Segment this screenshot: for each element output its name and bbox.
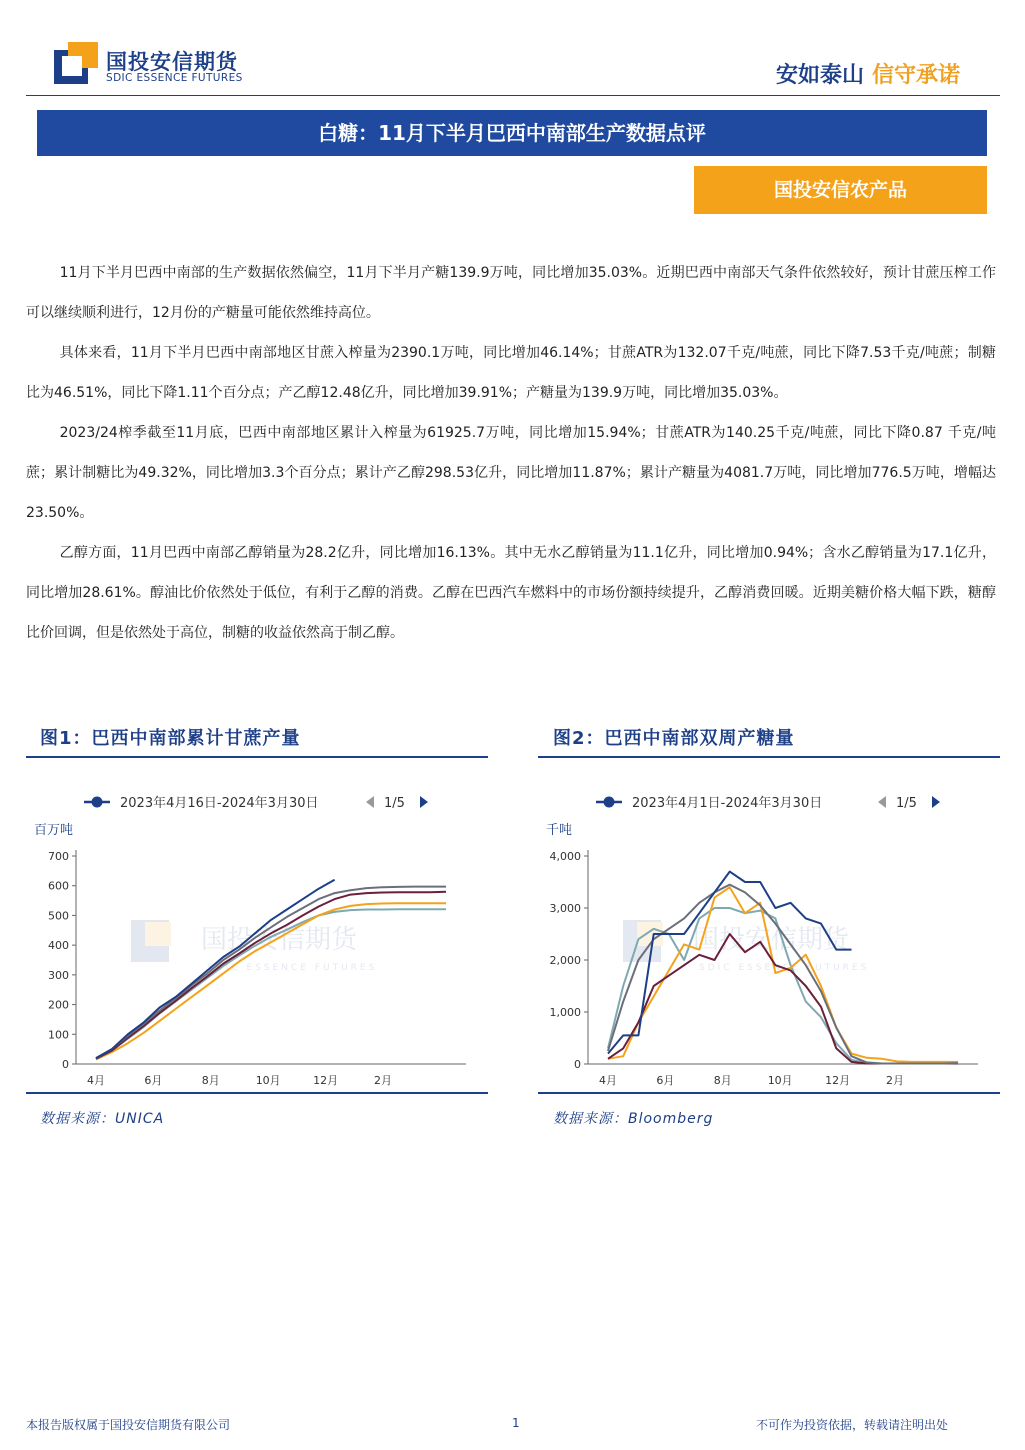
y-tick-label: 200: [48, 998, 69, 1012]
y-axis-unit: 千吨: [546, 823, 573, 838]
y-tick-label: 2,000: [549, 954, 581, 967]
x-tick-label: 10月: [255, 1074, 281, 1087]
series-line-3: [96, 892, 446, 1059]
legend-marker: [604, 797, 615, 808]
x-tick-label: 10月: [767, 1074, 793, 1087]
watermark-text-en: SDIC ESSENCE FUTURES: [207, 963, 378, 973]
paragraph: 2023/24榨季截至11月底，巴西中南部地区累计入榨量为61925.7万吨，同比增加15.94%；甘蔗ATR为140.25千克/吨蔗，同比下降0.87 千克/吨蔗；累计制糖比为49.32%，同比增加3.3个百分点；累计产乙醇298.53亿升，同比增加11.87%；累计产糖量为4081.7万吨，同比增加776.5万吨，增幅达23.50%。: [26, 425, 996, 521]
watermark: [623, 920, 869, 973]
legend-label: 2023年4月1日-2024年3月30日: [632, 796, 823, 811]
paragraph: 乙醇方面，11月巴西中南部乙醇销量为28.2亿升，同比增加16.13%。其中无水乙醇销量为11.1亿升，同比增加0.94%；含水乙醇销量为17.1亿升，同比增加28.61%。醇油比价依然处于低位，有利于乙醇的消费。乙醇在巴西汽车燃料中的市场份额持续提升，乙醇消费回暖。近期美糖价格大幅下跌，糖醇比价回调，但是依然处于高位，制糖的收益依然高于制乙醇。: [26, 545, 996, 641]
y-tick-label: 600: [48, 879, 69, 893]
category-tag: 国投安信农产品: [694, 166, 987, 214]
footer-copyright: 本报告版权属于国投安信期货有限公司: [26, 1418, 231, 1432]
footer-disclaimer: 不可作为投资依据，转载请注明出处: [756, 1418, 949, 1432]
watermark-logo-accent: [145, 922, 171, 946]
watermark-text-cn: 国投安信期货: [693, 925, 850, 955]
legend-page: 1/5: [384, 796, 405, 811]
y-tick-label: 4,000: [549, 850, 581, 863]
legend[interactable]: [596, 795, 940, 811]
watermark-text-cn: 国投安信期货: [201, 925, 358, 955]
figure-2-title: 图2：巴西中南部双周产糖量: [553, 728, 795, 749]
y-tick-label: 500: [48, 909, 69, 923]
x-tick-label: 4月: [87, 1074, 105, 1087]
legend-next-icon[interactable]: [420, 796, 428, 808]
header-divider: [26, 95, 1000, 96]
y-tick-label: 400: [48, 939, 69, 953]
series-line-2: [608, 885, 958, 1064]
legend-prev-icon[interactable]: [878, 796, 886, 808]
figure-2-source: 数据来源：Bloomberg: [553, 1111, 714, 1127]
logo-icon: [54, 42, 98, 84]
slogan-part2: 信守承诺: [872, 63, 961, 88]
x-tick-label: 2月: [886, 1074, 904, 1087]
legend-marker: [92, 797, 103, 808]
y-tick-label: 700: [48, 850, 69, 863]
x-tick-label: 6月: [144, 1074, 163, 1087]
figure-1-top-rule: [26, 756, 488, 758]
x-tick-label: 6月: [656, 1074, 675, 1087]
y-tick-label: 3,000: [549, 902, 581, 915]
x-tick-label: 12月: [313, 1074, 339, 1087]
y-tick-label: 300: [48, 968, 69, 982]
legend-page: 1/5: [896, 796, 917, 811]
figure-2-top-rule: [538, 756, 1000, 758]
legend-next-icon[interactable]: [932, 796, 940, 808]
y-tick-label: 0: [62, 1058, 69, 1071]
series-line-4: [608, 887, 958, 1062]
x-tick-label: 4月: [599, 1074, 617, 1087]
figure-2-chart: [538, 770, 1000, 1090]
x-tick-label: 8月: [713, 1074, 732, 1087]
y-tick-label: 1,000: [549, 1006, 581, 1019]
logo-name-en: SDIC ESSENCE FUTURES: [106, 72, 243, 84]
figure-1-bottom-rule: [26, 1092, 488, 1094]
report-title: 白糖：11月下半月巴西中南部生产数据点评: [37, 110, 987, 156]
legend[interactable]: [84, 795, 428, 811]
x-tick-label: 2月: [374, 1074, 392, 1087]
y-tick-label: 0: [574, 1058, 581, 1071]
report-body: [26, 253, 996, 653]
figure-1-chart: [26, 770, 488, 1090]
logo-name-cn: 国投安信期货: [106, 50, 238, 74]
legend-prev-icon[interactable]: [366, 796, 374, 808]
watermark-text-en: SDIC ESSENCE FUTURES: [699, 963, 870, 973]
legend-label: 2023年4月16日-2024年3月30日: [120, 796, 319, 811]
paragraph: 11月下半月巴西中南部的生产数据依然偏空，11月下半月产糖139.9万吨，同比增加35.03%。近期巴西中南部天气条件依然较好，预计甘蔗压榨工作可以继续顺利进行，12月份的产糖量可能依然维持高位。: [26, 265, 996, 321]
page-number: 1: [512, 1416, 520, 1430]
figure-2-bottom-rule: [538, 1092, 1000, 1094]
slogan-part1: 安如泰山: [776, 63, 865, 88]
y-axis-unit: 百万吨: [34, 823, 74, 838]
x-tick-label: 12月: [825, 1074, 851, 1087]
figure-1-title: 图1：巴西中南部累计甘蔗产量: [40, 728, 301, 749]
paragraph: 具体来看，11月下半月巴西中南部地区甘蔗入榨量为2390.1万吨，同比增加46.14%；甘蔗ATR为132.07千克/吨蔗，同比下降7.53千克/吨蔗；制糖比为46.51%，同比下降1.11个百分点；产乙醇12.48亿升，同比增加39.91%；产糖量为139.9万吨，同比增加35.03%。: [26, 345, 996, 401]
slogan: [776, 58, 960, 89]
y-tick-label: 100: [48, 1028, 69, 1042]
x-tick-label: 8月: [201, 1074, 220, 1087]
figure-1-source: 数据来源：UNICA: [40, 1111, 165, 1127]
